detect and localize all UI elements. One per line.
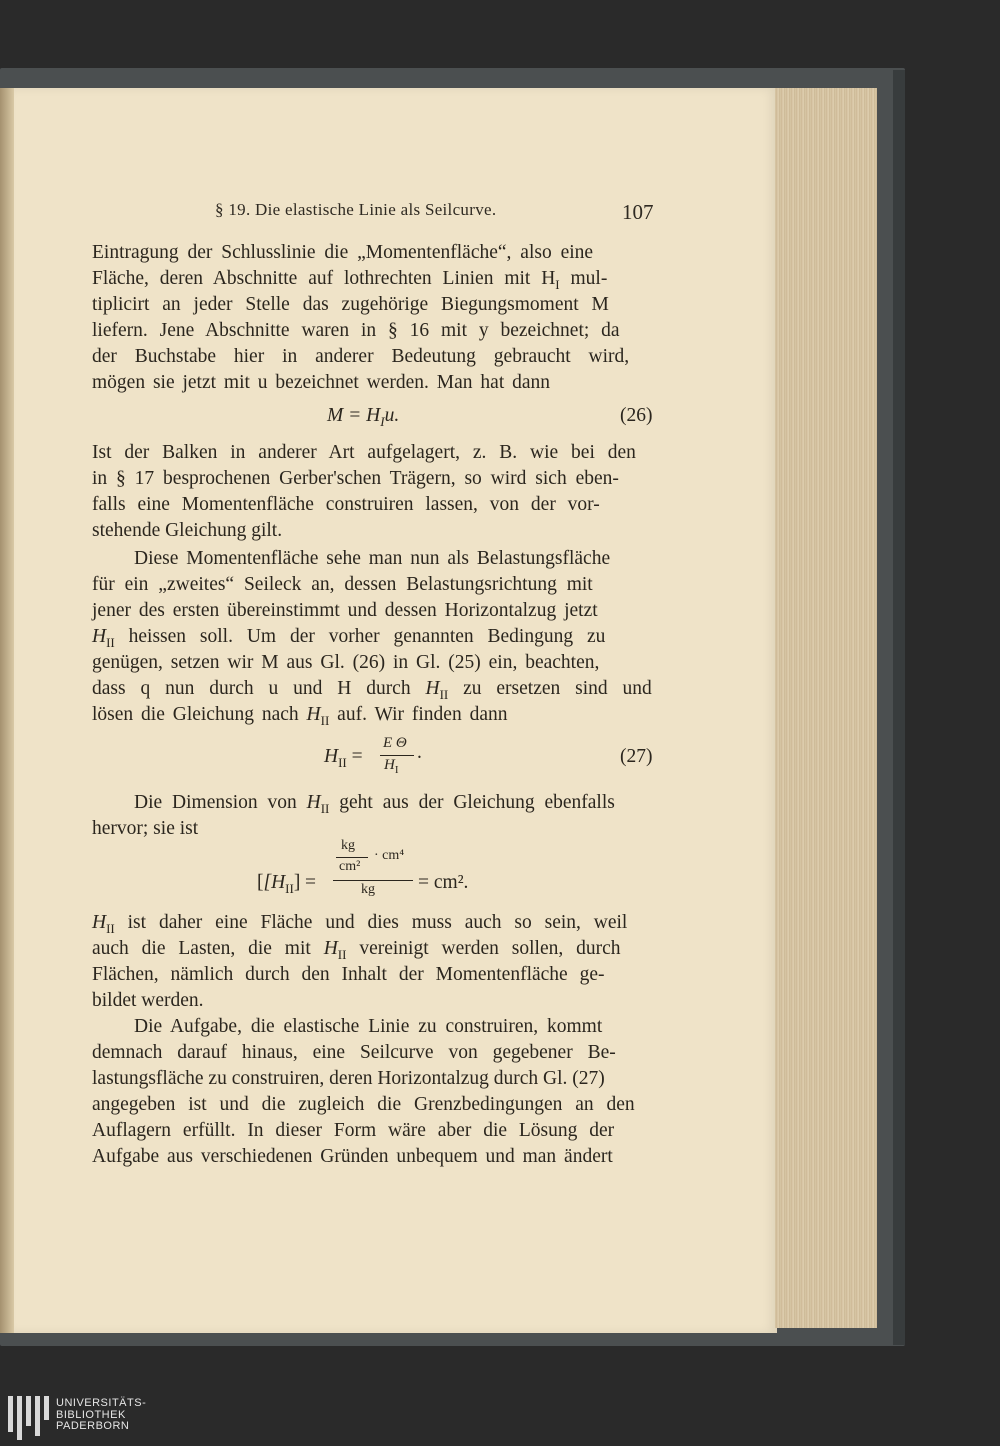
text-line: der Buchstabe hier in anderer Bedeutung gebraucht wird, — [92, 346, 630, 367]
text-line: $H_{II}$ heissen soll. Um der vorher genannten Bedingung zu — [92, 626, 606, 650]
text-line: demnach darauf hinaus, eine Seilcurve von gegebener Be- — [92, 1042, 616, 1063]
text-line: liefern. Jene Abschnitte waren in § 16 mit y bezeichnet; da — [92, 320, 620, 341]
library-logo — [0, 1392, 200, 1446]
outer-denominator: kg — [361, 882, 375, 897]
text-line: hervor; sie ist — [92, 818, 199, 839]
text-line: genügen, setzen wir M aus Gl. (26) in Gl. (25) ein, beachten, — [92, 652, 600, 673]
text-line: für ein „zweites“ Seileck an, dessen Belastungsrichtung mit — [92, 574, 593, 595]
equation-27-lhs: $H_{II}$ = — [324, 746, 363, 770]
text-line: falls eine Momentenfläche construiren lassen, von der vor- — [92, 494, 600, 515]
text-line: auch die Lasten, die mit $H_{II}$ vereinigt werden sollen, durch — [92, 938, 621, 962]
page-stack-edges — [775, 88, 877, 1328]
fraction-bar — [380, 755, 414, 756]
cover-edge — [893, 70, 905, 1345]
equation-27-denominator: $H_I$ — [384, 757, 399, 776]
text-line: Diese Momentenfläche sehe man nun als Belastungsfläche — [134, 548, 611, 569]
text-line: dass q nun durch u und H durch $H_{II}$ zu ersetzen sind und — [92, 678, 652, 702]
text-line: Flächen, nämlich durch den Inhalt der Momentenfläche ge- — [92, 964, 605, 985]
text-line: in § 17 besprochenen Gerber'schen Trägern, so wird sich eben- — [92, 468, 619, 489]
text-line: Die Dimension von $H_{II}$ geht aus der Gleichung ebenfalls — [134, 792, 615, 816]
outer-fraction-bar — [333, 880, 413, 881]
dimension-equation-lhs: [$[H_{II}]$ — [257, 872, 301, 896]
text-line: bildet werden. — [92, 990, 204, 1011]
text-line: Auflagern erfüllt. In dieser Form wäre aber die Lösung der — [92, 1120, 615, 1141]
text-line: Die Aufgabe, die elastische Linie zu construiren, kommt — [134, 1016, 603, 1037]
text-line: Ist der Balken in anderer Art aufgelagert, z. B. wie bei den — [92, 442, 636, 463]
dimension-result: = cm². — [418, 872, 469, 893]
text-line: stehende Gleichung gilt. — [92, 520, 283, 541]
text-line: lastungsfläche zu construiren, deren Horizontalzug durch Gl. (27) — [92, 1068, 605, 1089]
inner-numerator: kg — [341, 838, 355, 853]
text-line: Eintragung der Schlusslinie die „Momentenfläche“, also eine — [92, 242, 594, 263]
page-number: 107 — [622, 200, 654, 224]
dimension-equals: = — [305, 872, 316, 893]
times-cm4: · cm⁴ — [374, 848, 405, 863]
text-line: tiplicirt an jeder Stelle das zugehörige Biegungsmoment M — [92, 294, 609, 315]
text-line: Fläche, deren Abschnitte auf lothrechten Linien mit $H_I$ mul- — [92, 268, 608, 292]
text-line: mögen sie jetzt mit u bezeichnet werden. Man hat dann — [92, 372, 551, 393]
left-page-edge — [0, 88, 14, 1333]
text-line: lösen die Gleichung nach $H_{II}$ auf. Wir finden dann — [92, 704, 508, 728]
text-line: jener des ersten übereinstimmt und dessen Horizontalzug jetzt — [92, 600, 598, 621]
text-line: $H_{II}$ ist daher eine Fläche und dies muss auch so sein, weil — [92, 912, 628, 936]
inner-denominator: cm² — [339, 859, 361, 874]
logo-text: UNIVERSITÄTS- BIBLIOTHEK PADERBORN — [56, 1397, 147, 1432]
equation-27-numerator: E Θ — [383, 735, 407, 751]
equation-26: $M = H_Iu$. — [327, 405, 400, 429]
inner-fraction-bar — [336, 857, 368, 858]
equation-number-26: (26) — [620, 405, 653, 426]
text-line: Aufgabe aus verschiedenen Gründen unbequem und man ändert — [92, 1146, 613, 1167]
text-line: angegeben ist und die zugleich die Grenzbedingungen an den — [92, 1094, 635, 1115]
logo-bars-icon — [8, 1396, 48, 1440]
equation-number-27: (27) — [620, 746, 653, 767]
equation-27-dot: . — [417, 742, 422, 763]
running-header: § 19. Die elastische Linie als Seilcurve. — [215, 200, 497, 219]
